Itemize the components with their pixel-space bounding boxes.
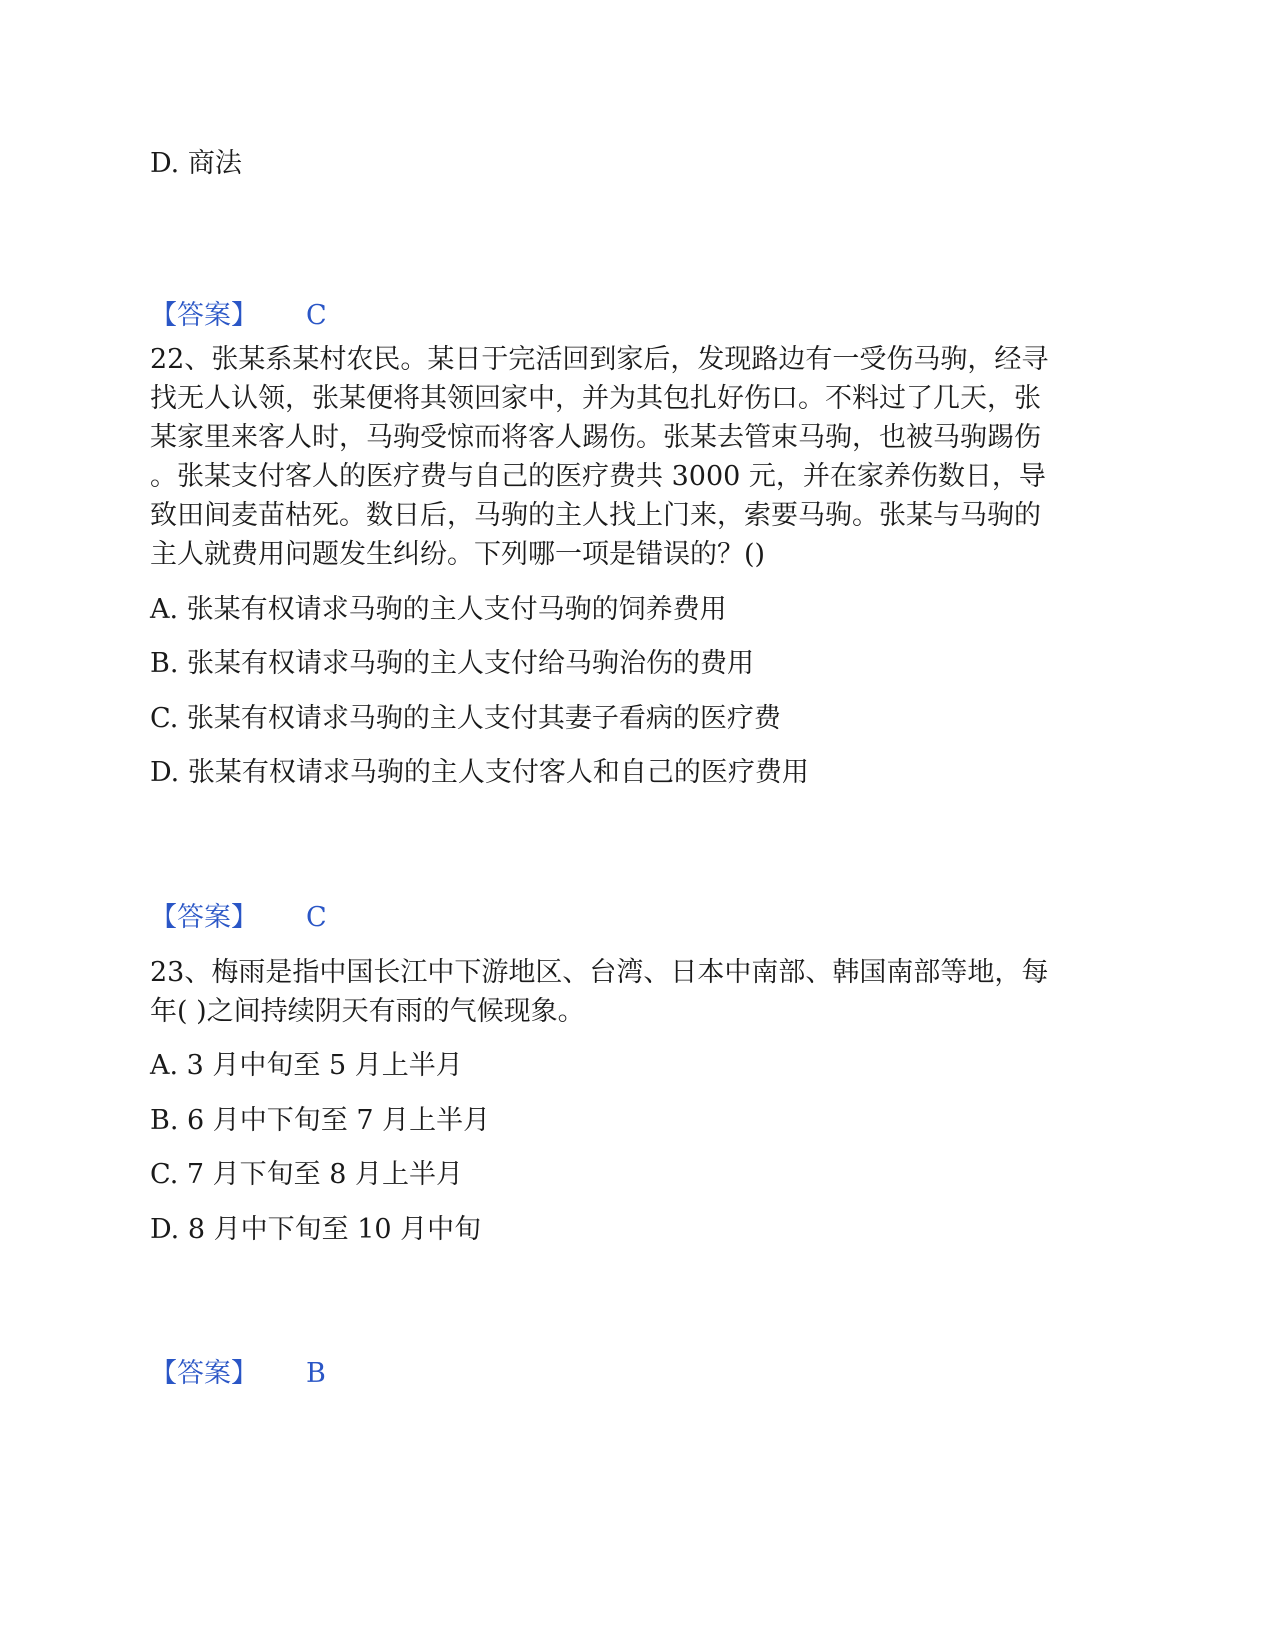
answer-value: B (306, 1358, 326, 1389)
answer-q23 (150, 1354, 326, 1394)
option-b: B. 6 月中下旬至 7 月上半月 (150, 1105, 491, 1136)
question-stem-line: 。张某支付客人的医疗费与自己的医疗费共 3000 元，并在家养伤数日，导 (150, 461, 1046, 492)
question-stem-line: 致田间麦苗枯死。数日后，马驹的主人找上门来，索要马驹。张某与马驹的 (150, 500, 1041, 531)
option-d: D. 商法 (150, 148, 242, 179)
option-c: C. 张某有权请求马驹的主人支付其妻子看病的医疗费 (150, 703, 781, 734)
answer-label: 【答案】 (150, 902, 258, 933)
answer-value: C (306, 902, 327, 933)
option-c: C. 7 月下旬至 8 月上半月 (150, 1159, 463, 1190)
answer-value: C (306, 300, 327, 331)
question-stem-line: 某家里来客人时，马驹受惊而将客人踢伤。张某去管束马驹，也被马驹踢伤 (150, 422, 1041, 453)
answer-q22 (150, 898, 327, 938)
question-stem-line: 主人就费用问题发生纠纷。下列哪一项是错误的？() (150, 539, 766, 570)
answer-q21 (150, 296, 327, 336)
answer-label: 【答案】 (150, 300, 258, 331)
answer-label: 【答案】 (150, 1358, 258, 1389)
option-b: B. 张某有权请求马驹的主人支付给马驹治伤的费用 (150, 648, 755, 679)
option-a: A. 张某有权请求马驹的主人支付马驹的饲养费用 (150, 594, 727, 625)
option-d: D. 8 月中下旬至 10 月中旬 (150, 1214, 482, 1245)
question-stem-line: 年( )之间持续阴天有雨的气候现象。 (150, 996, 585, 1027)
question-stem-line: 22、张某系某村农民。某日于完活回到家后，发现路边有一受伤马驹，经寻 (150, 344, 1049, 375)
question-stem-line: 找无人认领，张某便将其领回家中，并为其包扎好伤口。不料过了几天，张 (150, 383, 1041, 414)
question-stem-line: 23、梅雨是指中国长江中下游地区、台湾、日本中南部、韩国南部等地，每 (150, 957, 1049, 988)
option-a: A. 3 月中旬至 5 月上半月 (150, 1050, 463, 1081)
option-d: D. 张某有权请求马驹的主人支付客人和自己的医疗费用 (150, 757, 809, 788)
